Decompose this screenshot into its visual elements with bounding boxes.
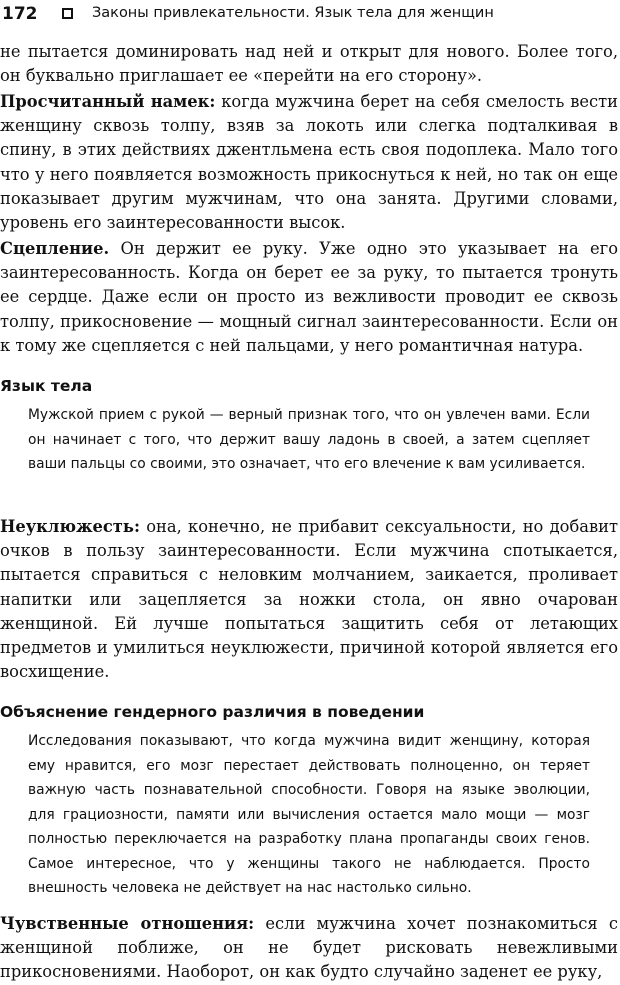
paragraph-text: Он держит ее руку. Уже одно это указывает на его заинтересованность. Когда он берет ее за руку, то пытается тронуть ее сердце. Даже если он просто из вежливости проводит ее сквозь толпу, прикосновение — мощный сигнал заинтересованности. Если он к тому же сцепляется с ней пальцами, у него романтичная натура. bbox=[0, 239, 618, 355]
page-number: 172 bbox=[2, 4, 38, 24]
paragraph-lead: Чувственные отношения: bbox=[0, 914, 255, 933]
paragraph-calculated-hint bbox=[0, 90, 618, 235]
sidebar-text: Мужской прием с рукой — верный признак того, что он увлечен вами. Если он начинает с того, что держит вашу ладонь в своей, а затем сцепляет ваши пальцы со своими, это означает, что его влечение к вам усиливается. bbox=[28, 407, 590, 472]
running-header bbox=[0, 4, 620, 30]
paragraph-hand-holding bbox=[0, 237, 618, 358]
sidebar-body bbox=[28, 729, 590, 901]
paragraph-sensual-relations bbox=[0, 912, 618, 985]
sidebar-text: Исследования показывают, что когда мужчина видит женщину, которая ему нравится, его мозг перестает действовать полноценно, он теряет важную часть познавательной способности. Говоря на языке эволюции, для грациозности, памяти или вычисления остается мало мощи — мозг полностью переключается на разработку плана пропаганды своих генов. Самое интересное, что у женщины такого не наблюдается. Просто внешность человека не действует на нас настолько сильно. bbox=[28, 733, 590, 896]
sidebar-heading bbox=[0, 700, 618, 724]
paragraph-continuation bbox=[0, 40, 618, 88]
sidebar-heading bbox=[0, 374, 618, 398]
paragraph-lead: Неуклюжесть: bbox=[0, 517, 140, 536]
paragraph-lead: Сцепление. bbox=[0, 239, 110, 258]
paragraph-text: не пытается доминировать над ней и открыт для нового. Более того, он буквально приглашает ее «перейти на его сторону». bbox=[0, 42, 618, 86]
running-title: Законы привлекательности. Язык тела для женщин bbox=[92, 5, 494, 21]
paragraph-text: она, конечно, не прибавит сексуальности, но добавит очков в пользу заинтересованности. Если мужчина спотыкается, пытается справиться с неловким молчанием, заикается, проливает напитки или зацепляется за ножки стола, он явно очарован женщиной. Ей лучше попытаться защитить себя от летающих предметов и умилиться неуклюжести, причиной которой является его восхищение. bbox=[0, 517, 618, 682]
sidebar-title: Язык тела bbox=[0, 377, 93, 395]
sidebar-title: Объяснение гендерного различия в поведении bbox=[0, 703, 425, 721]
square-bullet-icon bbox=[62, 8, 73, 19]
sidebar-body bbox=[28, 403, 590, 477]
paragraph-clumsiness bbox=[0, 515, 618, 684]
paragraph-lead: Просчитанный намек: bbox=[0, 92, 216, 111]
paragraph-text: когда мужчина берет на себя смелость вести женщину сквозь толпу, взяв за локоть или слегка подталкивая в спину, в этих действиях джентльмена есть своя подоплека. Мало того что у него появляется возможность прикоснуться к ней, но так он еще показывает другим мужчинам, что она занята. Другими словами, уровень его заинтересованности высок. bbox=[0, 92, 618, 233]
paragraph-text: если мужчина хочет познакомиться с женщиной поближе, он не будет рисковать невежливыми прикосновениями. Наоборот, он как будто случайно заденет ее руку, bbox=[0, 914, 618, 982]
